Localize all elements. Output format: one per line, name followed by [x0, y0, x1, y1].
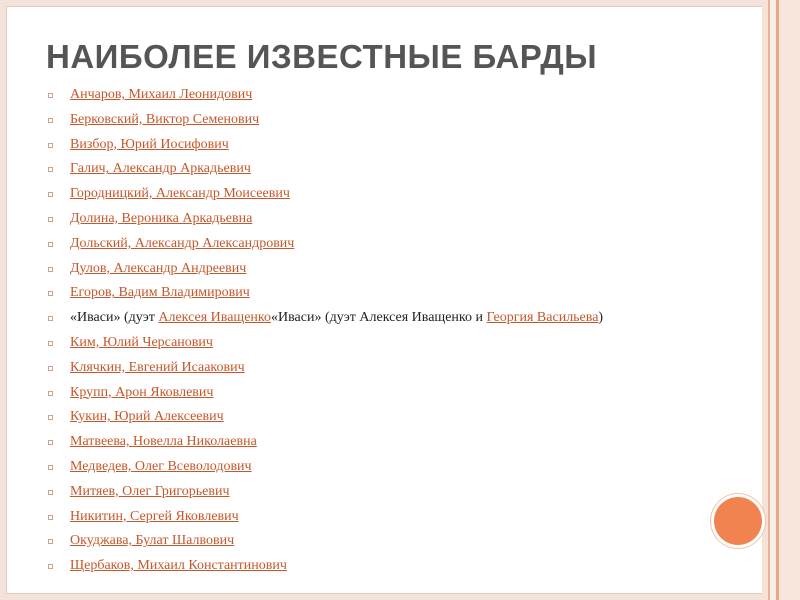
list-item	[48, 482, 748, 507]
square-bullet-icon	[48, 291, 53, 296]
list-item	[48, 383, 748, 408]
ivasi-text: «Иваси» (дуэт Алексея Иващенко и	[271, 310, 487, 326]
bard-link[interactable]: Окуджава, Булат Шалвович	[70, 533, 235, 549]
list-item	[48, 209, 748, 234]
square-bullet-icon	[48, 415, 53, 420]
frame-bottom-border	[0, 594, 800, 600]
list-item	[48, 507, 748, 532]
list-item	[48, 457, 748, 482]
bard-link[interactable]: Визбор, Юрий Иосифович	[70, 136, 229, 152]
bard-link[interactable]: Городницкий, Александр Моисеевич	[70, 186, 290, 202]
square-bullet-icon	[48, 539, 53, 544]
frame-inner-line	[6, 593, 762, 594]
list-item	[48, 184, 748, 209]
bard-link[interactable]: Галич, Александр Аркадьевич	[70, 161, 251, 177]
square-bullet-icon	[48, 366, 53, 371]
bard-link[interactable]: Никитин, Сергей Яковлевич	[70, 508, 239, 524]
list-item	[48, 85, 748, 110]
bard-link-vasilyev[interactable]: Георгия Васильева	[486, 310, 599, 326]
bard-link[interactable]: Анчаров, Михаил Леонидович	[70, 87, 253, 102]
square-bullet-icon	[48, 217, 53, 222]
square-bullet-icon	[48, 564, 53, 569]
right-decor-stripe	[779, 0, 800, 600]
square-bullet-icon	[48, 490, 53, 495]
square-bullet-icon	[48, 242, 53, 247]
square-bullet-icon	[48, 341, 53, 346]
list-item	[48, 234, 748, 259]
square-bullet-icon	[48, 316, 53, 321]
list-item	[48, 358, 748, 383]
bard-link[interactable]: Кукин, Юрий Алексеевич	[70, 409, 224, 425]
list-item	[48, 283, 748, 308]
square-bullet-icon	[48, 93, 53, 98]
list-item	[48, 531, 748, 556]
square-bullet-icon	[48, 465, 53, 470]
bard-link[interactable]: Долина, Вероника Аркадьевна	[70, 210, 253, 226]
bard-link[interactable]: Крупп, Арон Яковлевич	[70, 384, 214, 400]
list-item-ivasi	[48, 308, 748, 333]
ivasi-text: )	[598, 310, 604, 326]
bard-link[interactable]: Егоров, Вадим Владимирович	[70, 285, 250, 301]
list-item	[48, 135, 748, 160]
list-item	[48, 556, 748, 581]
square-bullet-icon	[48, 391, 53, 396]
list-item	[48, 259, 748, 284]
ivasi-text: «Иваси» (дуэт	[70, 310, 159, 326]
bard-link[interactable]: Клячкин, Евгений Исаакович	[70, 359, 245, 375]
frame-inner-line	[6, 6, 7, 594]
bard-link[interactable]: Щербаков, Михаил Константинович	[70, 558, 287, 574]
bard-link[interactable]: Матвеева, Новелла Николаевна	[70, 434, 257, 450]
list-item	[48, 407, 748, 432]
square-bullet-icon	[48, 167, 53, 172]
bard-link[interactable]: Берковский, Виктор Семенович	[70, 111, 260, 127]
bard-link[interactable]: Дольский, Александр Александрович	[70, 235, 295, 251]
bard-link[interactable]: Медведев, Олег Всеволодович	[70, 458, 252, 474]
bard-link-ivashchenko[interactable]: Алексея Иващенко	[158, 310, 272, 326]
bard-link[interactable]: Ким, Юлий Черсанович	[70, 334, 213, 350]
list-item	[48, 159, 748, 184]
list-item	[48, 333, 748, 358]
square-bullet-icon	[48, 515, 53, 520]
slide-title: НАИБОЛЕЕ ИЗВЕСТНЫЕ БАРДЫ	[46, 38, 598, 75]
bard-link[interactable]: Дулов, Александр Андреевич	[70, 260, 247, 276]
square-bullet-icon	[48, 267, 53, 272]
square-bullet-icon	[48, 192, 53, 197]
frame-inner-line	[6, 6, 762, 7]
bards-list	[48, 85, 748, 581]
list-item	[48, 110, 748, 135]
square-bullet-icon	[48, 440, 53, 445]
bard-link[interactable]: Митяев, Олег Григорьевич	[70, 483, 230, 499]
square-bullet-icon	[48, 143, 53, 148]
list-item	[48, 432, 748, 457]
square-bullet-icon	[48, 118, 53, 123]
